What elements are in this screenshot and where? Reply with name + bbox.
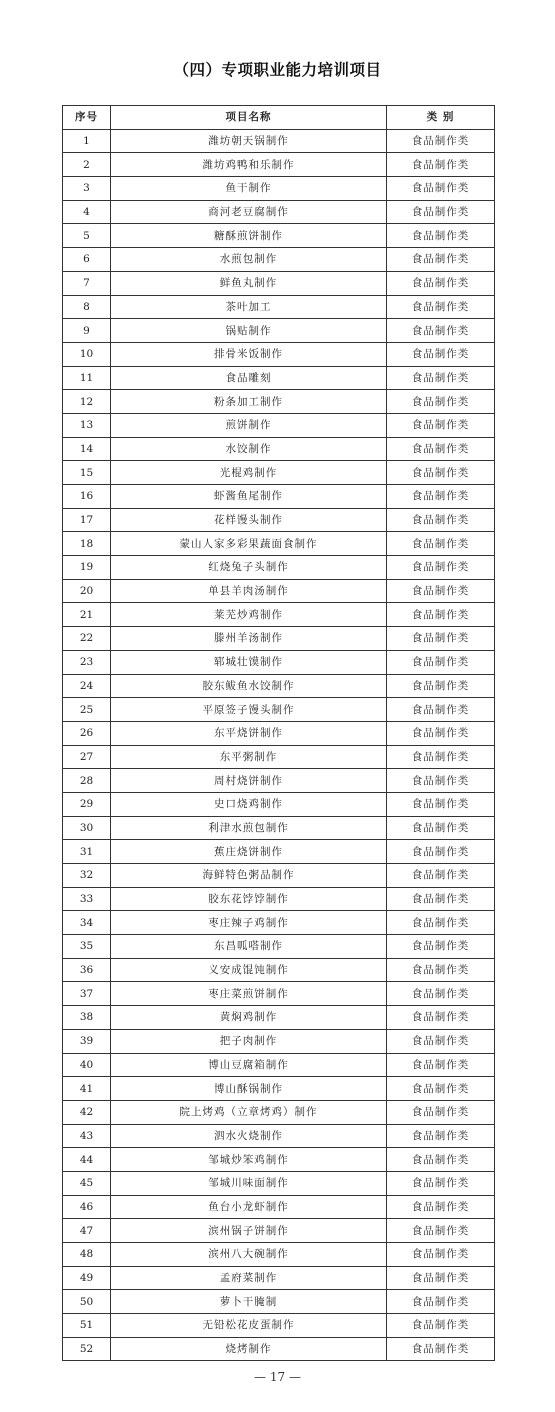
row-project-name: 滨州锅子饼制作 [111,1219,387,1243]
row-project-name: 院上烤鸡（立章烤鸡）制作 [111,1100,387,1124]
row-category: 食品制作类 [387,698,495,722]
row-project-name: 胶东花饽饽制作 [111,887,387,911]
table-row [63,887,495,911]
table-row [63,579,495,603]
row-project-name: 蕉庄烧饼制作 [111,840,387,864]
row-index: 3 [63,177,111,201]
row-category: 食品制作类 [387,911,495,935]
row-project-name: 枣庄辣子鸡制作 [111,911,387,935]
table-row [63,603,495,627]
row-project-name: 商河老豆腐制作 [111,200,387,224]
row-category: 食品制作类 [387,1195,495,1219]
row-category: 食品制作类 [387,816,495,840]
row-index: 36 [63,958,111,982]
row-index: 19 [63,556,111,580]
row-category: 食品制作类 [387,769,495,793]
row-category: 食品制作类 [387,627,495,651]
row-category: 食品制作类 [387,1290,495,1314]
row-index: 22 [63,627,111,651]
table-row [63,532,495,556]
row-index: 32 [63,864,111,888]
row-category: 食品制作类 [387,650,495,674]
table-row [63,153,495,177]
table-row [63,1148,495,1172]
training-projects-table [62,105,495,1361]
row-category: 食品制作类 [387,792,495,816]
row-project-name: 无铅松花皮蛋制作 [111,1314,387,1338]
row-index: 33 [63,887,111,911]
row-category: 食品制作类 [387,177,495,201]
table-row [63,792,495,816]
row-index: 11 [63,366,111,390]
row-project-name: 海鲜特色粥品制作 [111,864,387,888]
table-row [63,650,495,674]
table-row [63,224,495,248]
row-project-name: 胶东鲅鱼水饺制作 [111,674,387,698]
table-row [63,413,495,437]
row-index: 18 [63,532,111,556]
row-category: 食品制作类 [387,200,495,224]
row-project-name: 煎饼制作 [111,413,387,437]
row-project-name: 粉条加工制作 [111,390,387,414]
header-category: 类 别 [387,106,495,130]
row-index: 2 [63,153,111,177]
row-category: 食品制作类 [387,1100,495,1124]
row-category: 食品制作类 [387,840,495,864]
row-project-name: 滕州羊汤制作 [111,627,387,651]
row-project-name: 鲜鱼丸制作 [111,271,387,295]
row-project-name: 水饺制作 [111,437,387,461]
table-row [63,1266,495,1290]
row-project-name: 周村烧饼制作 [111,769,387,793]
table-row [63,1314,495,1338]
table-row [63,319,495,343]
row-category: 食品制作类 [387,342,495,366]
row-category: 食品制作类 [387,1171,495,1195]
row-index: 44 [63,1148,111,1172]
table-row [63,485,495,509]
row-index: 14 [63,437,111,461]
table-row [63,461,495,485]
table-row [63,911,495,935]
row-project-name: 茶叶加工 [111,295,387,319]
table-row [63,271,495,295]
row-project-name: 把子肉制作 [111,1029,387,1053]
row-category: 食品制作类 [387,129,495,153]
row-index: 5 [63,224,111,248]
row-project-name: 史口烧鸡制作 [111,792,387,816]
row-project-name: 锅贴制作 [111,319,387,343]
page-number: — 17 — [254,1370,301,1384]
row-category: 食品制作类 [387,745,495,769]
row-index: 25 [63,698,111,722]
row-category: 食品制作类 [387,485,495,509]
row-project-name: 虾酱鱼尾制作 [111,485,387,509]
row-index: 31 [63,840,111,864]
row-index: 23 [63,650,111,674]
row-index: 16 [63,485,111,509]
row-project-name: 孟府菜制作 [111,1266,387,1290]
table-row [63,1219,495,1243]
row-index: 43 [63,1124,111,1148]
row-category: 食品制作类 [387,319,495,343]
row-project-name: 东昌呱嗒制作 [111,935,387,959]
row-project-name: 东平粥制作 [111,745,387,769]
row-project-name: 邹城川味面制作 [111,1171,387,1195]
row-category: 食品制作类 [387,1077,495,1101]
row-index: 42 [63,1100,111,1124]
row-index: 30 [63,816,111,840]
row-index: 17 [63,508,111,532]
row-category: 食品制作类 [387,271,495,295]
table-row [63,390,495,414]
row-category: 食品制作类 [387,556,495,580]
table-row [63,745,495,769]
table-row [63,295,495,319]
table-row [63,1171,495,1195]
table-row [63,1337,495,1361]
row-project-name: 博山豆腐箱制作 [111,1053,387,1077]
table-row [63,437,495,461]
row-index: 47 [63,1219,111,1243]
table-row [63,508,495,532]
row-project-name: 义安成馄饨制作 [111,958,387,982]
row-project-name: 潍坊鸡鸭和乐制作 [111,153,387,177]
row-index: 48 [63,1243,111,1267]
row-index: 13 [63,413,111,437]
row-index: 10 [63,342,111,366]
row-project-name: 郓城壮馍制作 [111,650,387,674]
row-category: 食品制作类 [387,674,495,698]
row-index: 40 [63,1053,111,1077]
row-project-name: 单县羊肉汤制作 [111,579,387,603]
row-category: 食品制作类 [387,603,495,627]
table-row [63,1243,495,1267]
row-category: 食品制作类 [387,1337,495,1361]
row-category: 食品制作类 [387,1006,495,1030]
table-body [63,129,495,1361]
table-row [63,200,495,224]
header-index: 序号 [63,106,111,130]
row-category: 食品制作类 [387,1314,495,1338]
row-project-name: 水煎包制作 [111,248,387,272]
row-project-name: 花样馒头制作 [111,508,387,532]
row-index: 35 [63,935,111,959]
table-row [63,1077,495,1101]
row-category: 食品制作类 [387,1243,495,1267]
row-project-name: 黄焖鸡制作 [111,1006,387,1030]
row-project-name: 邹城炒笨鸡制作 [111,1148,387,1172]
table-row [63,177,495,201]
table-row [63,958,495,982]
row-project-name: 蒙山人家多彩果蔬面食制作 [111,532,387,556]
table-row [63,864,495,888]
row-category: 食品制作类 [387,508,495,532]
row-category: 食品制作类 [387,721,495,745]
table-row [63,1100,495,1124]
row-category: 食品制作类 [387,1266,495,1290]
table-row [63,840,495,864]
table-row [63,1053,495,1077]
row-project-name: 鱼干制作 [111,177,387,201]
row-index: 50 [63,1290,111,1314]
row-project-name: 东平烧饼制作 [111,721,387,745]
row-index: 1 [63,129,111,153]
row-index: 21 [63,603,111,627]
row-index: 8 [63,295,111,319]
row-project-name: 食品雕刻 [111,366,387,390]
row-index: 51 [63,1314,111,1338]
table-row [63,556,495,580]
table-row [63,1006,495,1030]
row-project-name: 潍坊朝天锅制作 [111,129,387,153]
row-index: 7 [63,271,111,295]
table-row [63,366,495,390]
row-category: 食品制作类 [387,864,495,888]
row-project-name: 博山酥锅制作 [111,1077,387,1101]
row-project-name: 烧烤制作 [111,1337,387,1361]
row-category: 食品制作类 [387,413,495,437]
row-category: 食品制作类 [387,958,495,982]
table-row [63,342,495,366]
table-row [63,698,495,722]
row-index: 24 [63,674,111,698]
table-row [63,769,495,793]
row-category: 食品制作类 [387,579,495,603]
row-project-name: 糖酥煎饼制作 [111,224,387,248]
row-category: 食品制作类 [387,1148,495,1172]
table-row [63,1290,495,1314]
row-index: 45 [63,1171,111,1195]
row-category: 食品制作类 [387,1053,495,1077]
row-category: 食品制作类 [387,1219,495,1243]
row-index: 49 [63,1266,111,1290]
row-index: 29 [63,792,111,816]
row-index: 6 [63,248,111,272]
row-project-name: 泗水火烧制作 [111,1124,387,1148]
table-row [63,674,495,698]
row-category: 食品制作类 [387,437,495,461]
row-project-name: 平原签子馒头制作 [111,698,387,722]
table-row [63,935,495,959]
row-project-name: 排骨米饭制作 [111,342,387,366]
table-header-row [63,106,495,130]
row-project-name: 鱼台小龙虾制作 [111,1195,387,1219]
row-index: 39 [63,1029,111,1053]
row-index: 20 [63,579,111,603]
table-row [63,129,495,153]
row-category: 食品制作类 [387,532,495,556]
row-category: 食品制作类 [387,461,495,485]
table-row [63,1029,495,1053]
row-project-name: 滨州八大碗制作 [111,1243,387,1267]
row-category: 食品制作类 [387,295,495,319]
row-category: 食品制作类 [387,887,495,911]
row-category: 食品制作类 [387,366,495,390]
row-project-name: 枣庄菜煎饼制作 [111,982,387,1006]
header-project-name: 项目名称 [111,106,387,130]
table-row [63,627,495,651]
row-index: 12 [63,390,111,414]
row-index: 41 [63,1077,111,1101]
row-category: 食品制作类 [387,1124,495,1148]
table-row [63,1124,495,1148]
row-index: 4 [63,200,111,224]
row-index: 9 [63,319,111,343]
row-project-name: 莱芜炒鸡制作 [111,603,387,627]
row-index: 34 [63,911,111,935]
page-title: （四）专项职业能力培训项目 [173,61,382,79]
row-category: 食品制作类 [387,935,495,959]
row-index: 27 [63,745,111,769]
row-category: 食品制作类 [387,982,495,1006]
row-category: 食品制作类 [387,224,495,248]
row-index: 38 [63,1006,111,1030]
row-index: 28 [63,769,111,793]
row-index: 37 [63,982,111,1006]
table-row [63,248,495,272]
row-category: 食品制作类 [387,248,495,272]
row-index: 46 [63,1195,111,1219]
row-project-name: 利津水煎包制作 [111,816,387,840]
row-project-name: 萝卜干腌制 [111,1290,387,1314]
table-row [63,1195,495,1219]
table-row [63,721,495,745]
row-project-name: 光棍鸡制作 [111,461,387,485]
row-category: 食品制作类 [387,1029,495,1053]
table-row [63,816,495,840]
row-index: 15 [63,461,111,485]
row-index: 52 [63,1337,111,1361]
row-index: 26 [63,721,111,745]
row-category: 食品制作类 [387,153,495,177]
row-category: 食品制作类 [387,390,495,414]
row-project-name: 红烧兔子头制作 [111,556,387,580]
table-row [63,982,495,1006]
